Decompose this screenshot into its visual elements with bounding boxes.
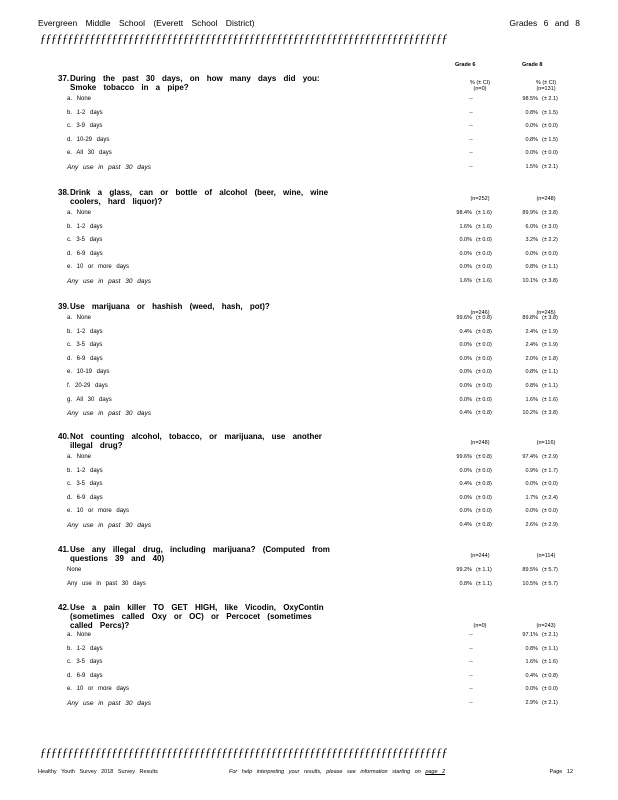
grade8-percent: 97.4% <box>522 454 538 460</box>
grade6-ci: (± 0.0) <box>476 342 492 349</box>
grade8-ci: (± 5.7) <box>542 580 558 587</box>
answer-label: b. 1-2 days <box>67 109 103 116</box>
grade8-ci: (± 0.0) <box>542 686 558 693</box>
grade6-ci: (± 0.0) <box>476 494 492 501</box>
answer-label: a. None <box>67 315 92 321</box>
grade8-ci: (± 1.1) <box>542 645 558 652</box>
grade8-ci: (± 1.7) <box>542 467 558 474</box>
column-header-grade6: Grade 6 <box>455 62 476 68</box>
grade8-percent: 1.7% <box>525 494 538 501</box>
answer-label: Any use in past 30 days <box>67 521 152 529</box>
grade8-percent: 0.8% <box>525 369 538 376</box>
answer-label: d. 10-29 days <box>67 136 110 143</box>
grade8-sample-size: (n=243) <box>536 623 556 629</box>
question-block <box>58 545 598 592</box>
grade8-ci: (± 3.8) <box>542 210 558 216</box>
grade8-percent: 0.4% <box>525 672 538 679</box>
grade8-ci: (± 0.0) <box>542 481 558 488</box>
grade8-ci: (± 1.1) <box>542 382 558 389</box>
grade8-ci: (± 1.9) <box>542 342 558 349</box>
grade8-ci: (± 1.8) <box>542 355 558 362</box>
grade8-sample-size: (n=248) <box>536 196 556 202</box>
answer-row <box>58 381 598 395</box>
question-block <box>58 74 598 176</box>
grade8-ci: (± 1.1) <box>542 369 558 376</box>
question-body: Use marijuana or hashish (weed, hash, pot)? <box>70 302 270 311</box>
grade6-ci: (± 0.8) <box>476 454 492 460</box>
grade8-ci: (± 2.9) <box>542 521 558 528</box>
grade8-ci: (± 3.8) <box>542 315 558 321</box>
grade6-ci: (± 0.8) <box>476 315 492 321</box>
question-body: Use a pain killer TO GET HIGH, like Vicodin, OxyContin (sometimes called Oxy or OC) or Percocet (sometimes called Percs)? <box>70 603 324 630</box>
grade8-ci: (± 2.1) <box>542 632 558 638</box>
grade6-percent: 0.0% <box>459 237 472 244</box>
grade8-percent: 0.0% <box>525 150 538 157</box>
answer-label: Any use in past 30 days <box>67 699 152 707</box>
grade8-percent: 10.1% <box>522 277 538 284</box>
answer-label: c. 3-5 days <box>67 342 103 349</box>
grade8-percent: 89.5% <box>522 567 538 573</box>
grade8-percent: 10.2% <box>522 410 538 417</box>
grade8-ci: (± 0.0) <box>542 123 558 130</box>
answer-row <box>58 684 598 698</box>
answer-row <box>58 506 598 520</box>
answer-rows <box>58 630 598 712</box>
grade6-percent: 0.0% <box>459 355 472 362</box>
grade8-percent: 0.0% <box>525 508 538 515</box>
grade8-ci: (± 0.0) <box>542 150 558 157</box>
answer-label: a. None <box>67 454 92 460</box>
answer-rows <box>58 313 598 422</box>
answer-row <box>58 395 598 409</box>
answer-row <box>58 276 598 290</box>
grade6-ci: (± 0.8) <box>476 481 492 488</box>
grade6-percent: 0.8% <box>459 580 472 587</box>
answer-label: a. None <box>67 96 92 102</box>
answer-label: c. 3-5 days <box>67 237 103 244</box>
grade8-ci: (± 1.6) <box>542 659 558 666</box>
grade8-ci: (± 0.8) <box>542 672 558 679</box>
grade8-ci: (± 0.0) <box>542 508 558 515</box>
answer-label: b. 1-2 days <box>67 223 103 230</box>
footer-help-prefix: For help interpreting your results, please see information starting on <box>229 769 421 775</box>
answer-label: Any use in past 30 days <box>67 277 152 285</box>
grade8-ci: (± 2.1) <box>542 699 558 706</box>
answer-row <box>58 671 598 685</box>
grade8-percent: 2.4% <box>525 328 538 335</box>
question-block <box>58 302 598 422</box>
answer-row <box>58 235 598 249</box>
grade6-percent: -- <box>469 123 473 130</box>
grade6-percent: -- <box>469 645 473 652</box>
grade8-percent: 2.6% <box>525 521 538 528</box>
grade8-ci: (± 1.5) <box>542 109 558 116</box>
grade6-ci: (± 1.1) <box>476 580 492 587</box>
grade6-ci: (± 0.0) <box>476 382 492 389</box>
grade6-percent: 98.4% <box>456 210 472 216</box>
question-body: Use any illegal drug, including marijuana? (Computed from questions 39 and 40) <box>70 545 330 563</box>
grade6-percent: -- <box>469 109 473 116</box>
answer-row <box>58 162 598 176</box>
question-number: 40. <box>58 432 70 441</box>
grade8-percent: 0.8% <box>525 264 538 271</box>
answer-label: c. 3-9 days <box>67 123 103 130</box>
answer-label: a. None <box>67 210 92 216</box>
grade6-percent: -- <box>469 163 473 170</box>
answer-row <box>58 466 598 480</box>
footer-page-number: Page 12 <box>549 769 573 775</box>
answer-label: d. 6-9 days <box>67 250 103 257</box>
grade6-ci: (± 0.0) <box>476 237 492 244</box>
grade6-ci: (± 0.0) <box>476 467 492 474</box>
answer-row <box>58 493 598 507</box>
answer-row <box>58 520 598 534</box>
answer-rows <box>58 208 598 290</box>
grade8-percent: 1.6% <box>525 396 538 403</box>
grade6-percent: -- <box>469 686 473 693</box>
answer-label: a. None <box>67 632 92 638</box>
grade8-percent: 1.5% <box>525 163 538 170</box>
question-number: 37. <box>58 74 70 83</box>
grade8-percent: 0.0% <box>525 250 538 257</box>
grade6-percent: -- <box>469 632 473 638</box>
footer-survey-title: Healthy Youth Survey 2018 Survey Results <box>38 769 158 775</box>
grade6-percent: 1.6% <box>459 223 472 230</box>
grade6-percent: 0.0% <box>459 342 472 349</box>
grade6-ci: (± 0.0) <box>476 355 492 362</box>
grade6-percent: 0.4% <box>459 481 472 488</box>
answer-row <box>58 94 598 108</box>
grade6-percent: -- <box>469 96 473 102</box>
question-number: 38. <box>58 188 70 197</box>
grade8-ci: (± 1.6) <box>542 396 558 403</box>
grade6-sample-size: % (± CI) (n=0) <box>469 80 491 92</box>
answer-row <box>58 657 598 671</box>
answer-row <box>58 327 598 341</box>
grade8-ci: (± 2.4) <box>542 494 558 501</box>
answer-row <box>58 135 598 149</box>
answer-label: e. 10-19 days <box>67 369 110 376</box>
answer-row <box>58 354 598 368</box>
answer-label: g. All 30 days <box>67 396 112 403</box>
grade8-ci: (± 3.8) <box>542 410 558 417</box>
grade6-percent: 0.0% <box>459 382 472 389</box>
grade6-sample-size: (n=0) <box>473 623 487 629</box>
grade6-ci: (± 1.6) <box>476 210 492 216</box>
grade6-percent: 0.0% <box>459 467 472 474</box>
grade8-percent: 0.8% <box>525 382 538 389</box>
answer-row <box>58 108 598 122</box>
top-divider: ƒƒƒƒƒƒƒƒƒƒƒƒƒƒƒƒƒƒƒƒƒƒƒƒƒƒƒƒƒƒƒƒƒƒƒƒƒƒƒƒƒƒƒƒƒƒƒƒƒƒƒƒƒƒƒƒƒƒƒƒƒƒƒƒƒƒƒƒƒƒƒƒƒƒ <box>40 31 447 45</box>
grade8-ci: (± 2.1) <box>542 163 558 170</box>
grade8-percent: 1.6% <box>525 659 538 666</box>
answer-rows <box>58 452 598 534</box>
question-body: Not counting alcohol, tobacco, or marijuana, use another illegal drug? <box>70 432 322 450</box>
grade8-sample-size: (n=114) <box>536 553 556 559</box>
grade6-percent: -- <box>469 672 473 679</box>
question-block <box>58 188 598 290</box>
answer-row <box>58 579 598 593</box>
grade8-percent: 89.8% <box>522 315 538 321</box>
grade8-percent: 0.8% <box>525 109 538 116</box>
grade6-percent: 1.6% <box>459 277 472 284</box>
grade8-percent: 98.5% <box>522 96 538 102</box>
grade6-ci: (± 1.6) <box>476 277 492 284</box>
grade6-percent: -- <box>469 136 473 143</box>
answer-label: e. 10 or more days <box>67 686 130 693</box>
question-body: During the past 30 days, on how many days did you: Smoke tobacco in a pipe? <box>70 74 320 92</box>
answer-rows <box>58 94 598 176</box>
document-header-title: Evergreen Middle School (Everett School District) <box>38 18 255 28</box>
grade8-percent: 3.2% <box>525 237 538 244</box>
grade6-ci: (± 0.8) <box>476 410 492 417</box>
answer-label: c. 3-5 days <box>67 481 103 488</box>
footer-help-text <box>229 769 445 775</box>
answer-label: Any use in past 30 days <box>67 580 146 587</box>
column-header-grade8: Grade 8 <box>522 62 543 68</box>
footer-page-link[interactable]: page 2 <box>425 769 446 775</box>
answer-label: d. 6-9 days <box>67 355 103 362</box>
answer-row <box>58 408 598 422</box>
answer-row <box>58 452 598 466</box>
grade6-percent: 0.0% <box>459 369 472 376</box>
grade8-sample-size: (n=116) <box>536 440 556 446</box>
grade6-percent: 0.0% <box>459 396 472 403</box>
grade8-percent: 2.0% <box>525 355 538 362</box>
grade6-percent: 0.0% <box>459 250 472 257</box>
answer-row <box>58 222 598 236</box>
grade6-ci: (± 1.6) <box>476 223 492 230</box>
answer-label: c. 3-5 days <box>67 659 103 666</box>
grade6-sample-size: (n=248) <box>470 440 490 446</box>
grade8-ci: (± 3.8) <box>542 277 558 284</box>
answer-row <box>58 121 598 135</box>
grade6-percent: -- <box>469 699 473 706</box>
question-body: Drink a glass, can or bottle of alcohol (beer, wine, wine coolers, hard liquor)? <box>70 188 329 206</box>
grade6-ci: (± 0.0) <box>476 396 492 403</box>
grade8-percent: 6.0% <box>525 223 538 230</box>
grade8-percent: 2.4% <box>525 342 538 349</box>
grade6-percent: 0.4% <box>459 328 472 335</box>
grade8-sample-size: (n=245) <box>536 310 556 316</box>
grade8-ci: (± 5.7) <box>542 567 558 573</box>
grade8-ci: (± 2.2) <box>542 237 558 244</box>
grade8-ci: (± 3.0) <box>542 223 558 230</box>
answer-row <box>58 340 598 354</box>
grade8-sample-size: % (± CI) (n=131) <box>535 80 557 92</box>
answer-row <box>58 367 598 381</box>
grade6-percent: 0.0% <box>459 508 472 515</box>
bottom-divider: ƒƒƒƒƒƒƒƒƒƒƒƒƒƒƒƒƒƒƒƒƒƒƒƒƒƒƒƒƒƒƒƒƒƒƒƒƒƒƒƒƒƒƒƒƒƒƒƒƒƒƒƒƒƒƒƒƒƒƒƒƒƒƒƒƒƒƒƒƒƒƒƒƒƒ <box>40 745 447 759</box>
grade6-percent: 0.0% <box>459 494 472 501</box>
grade8-percent: 0.0% <box>525 686 538 693</box>
answer-row <box>58 630 598 644</box>
question-block <box>58 432 598 534</box>
grade6-percent: 0.4% <box>459 521 472 528</box>
grade6-ci: (± 0.0) <box>476 250 492 257</box>
grade8-percent: 0.8% <box>525 136 538 143</box>
answer-label: Any use in past 30 days <box>67 163 152 171</box>
grade8-ci: (± 2.1) <box>542 96 558 102</box>
answer-row <box>58 565 598 579</box>
answer-row <box>58 698 598 712</box>
grade6-sample-size: (n=244) <box>470 553 490 559</box>
grade8-ci: (± 1.5) <box>542 136 558 143</box>
answer-row <box>58 479 598 493</box>
grade6-percent: 99.6% <box>456 454 472 460</box>
grade8-ci: (± 1.1) <box>542 264 558 271</box>
answer-rows <box>58 565 598 592</box>
grade6-ci: (± 0.0) <box>476 508 492 515</box>
grade6-ci: (± 1.1) <box>476 567 492 573</box>
answer-label: b. 1-2 days <box>67 645 103 652</box>
grade6-ci: (± 0.0) <box>476 369 492 376</box>
grade8-ci: (± 2.9) <box>542 454 558 460</box>
grade6-percent: 99.2% <box>456 567 472 573</box>
answer-label: e. All 30 days <box>67 150 112 157</box>
answer-label: Any use in past 30 days <box>67 410 152 418</box>
answer-row <box>58 249 598 263</box>
grade8-percent: 2.9% <box>525 699 538 706</box>
grade6-sample-size: (n=252) <box>470 196 490 202</box>
grade8-percent: 10.5% <box>522 580 538 587</box>
answer-row <box>58 644 598 658</box>
question-number: 41. <box>58 545 70 554</box>
grade8-percent: 0.0% <box>525 481 538 488</box>
answer-label: b. 1-2 days <box>67 328 103 335</box>
answer-label: e. 10 or more days <box>67 508 130 515</box>
grade6-percent: -- <box>469 659 473 666</box>
grade8-percent: 0.8% <box>525 645 538 652</box>
grade6-ci: (± 0.8) <box>476 328 492 335</box>
answer-row <box>58 313 598 327</box>
grade6-percent: -- <box>469 150 473 157</box>
question-number: 42. <box>58 603 70 612</box>
grade6-ci: (± 0.0) <box>476 264 492 271</box>
grade8-percent: 97.1% <box>522 632 538 638</box>
answer-label: b. 1-2 days <box>67 467 103 474</box>
grade6-sample-size: (n=246) <box>470 310 490 316</box>
grade6-percent: 99.6% <box>456 315 472 321</box>
answer-row <box>58 262 598 276</box>
grade8-percent: 0.0% <box>525 123 538 130</box>
grade8-ci: (± 0.0) <box>542 250 558 257</box>
grade8-percent: 89.9% <box>522 210 538 216</box>
answer-label: e. 10 or more days <box>67 264 130 271</box>
question-number: 39. <box>58 302 70 311</box>
question-block <box>58 603 598 712</box>
answer-label: None <box>67 567 82 573</box>
answer-row <box>58 148 598 162</box>
grade6-percent: 0.0% <box>459 264 472 271</box>
grade8-ci: (± 1.9) <box>542 328 558 335</box>
answer-row <box>58 208 598 222</box>
document-header-grades: Grades 6 and 8 <box>509 18 580 28</box>
answer-label: d. 6-9 days <box>67 672 103 679</box>
grade6-percent: 0.4% <box>459 410 472 417</box>
grade8-percent: 0.9% <box>525 467 538 474</box>
answer-label: d. 6-9 days <box>67 494 103 501</box>
answer-label: f. 20-29 days <box>67 382 108 389</box>
grade6-ci: (± 0.8) <box>476 521 492 528</box>
